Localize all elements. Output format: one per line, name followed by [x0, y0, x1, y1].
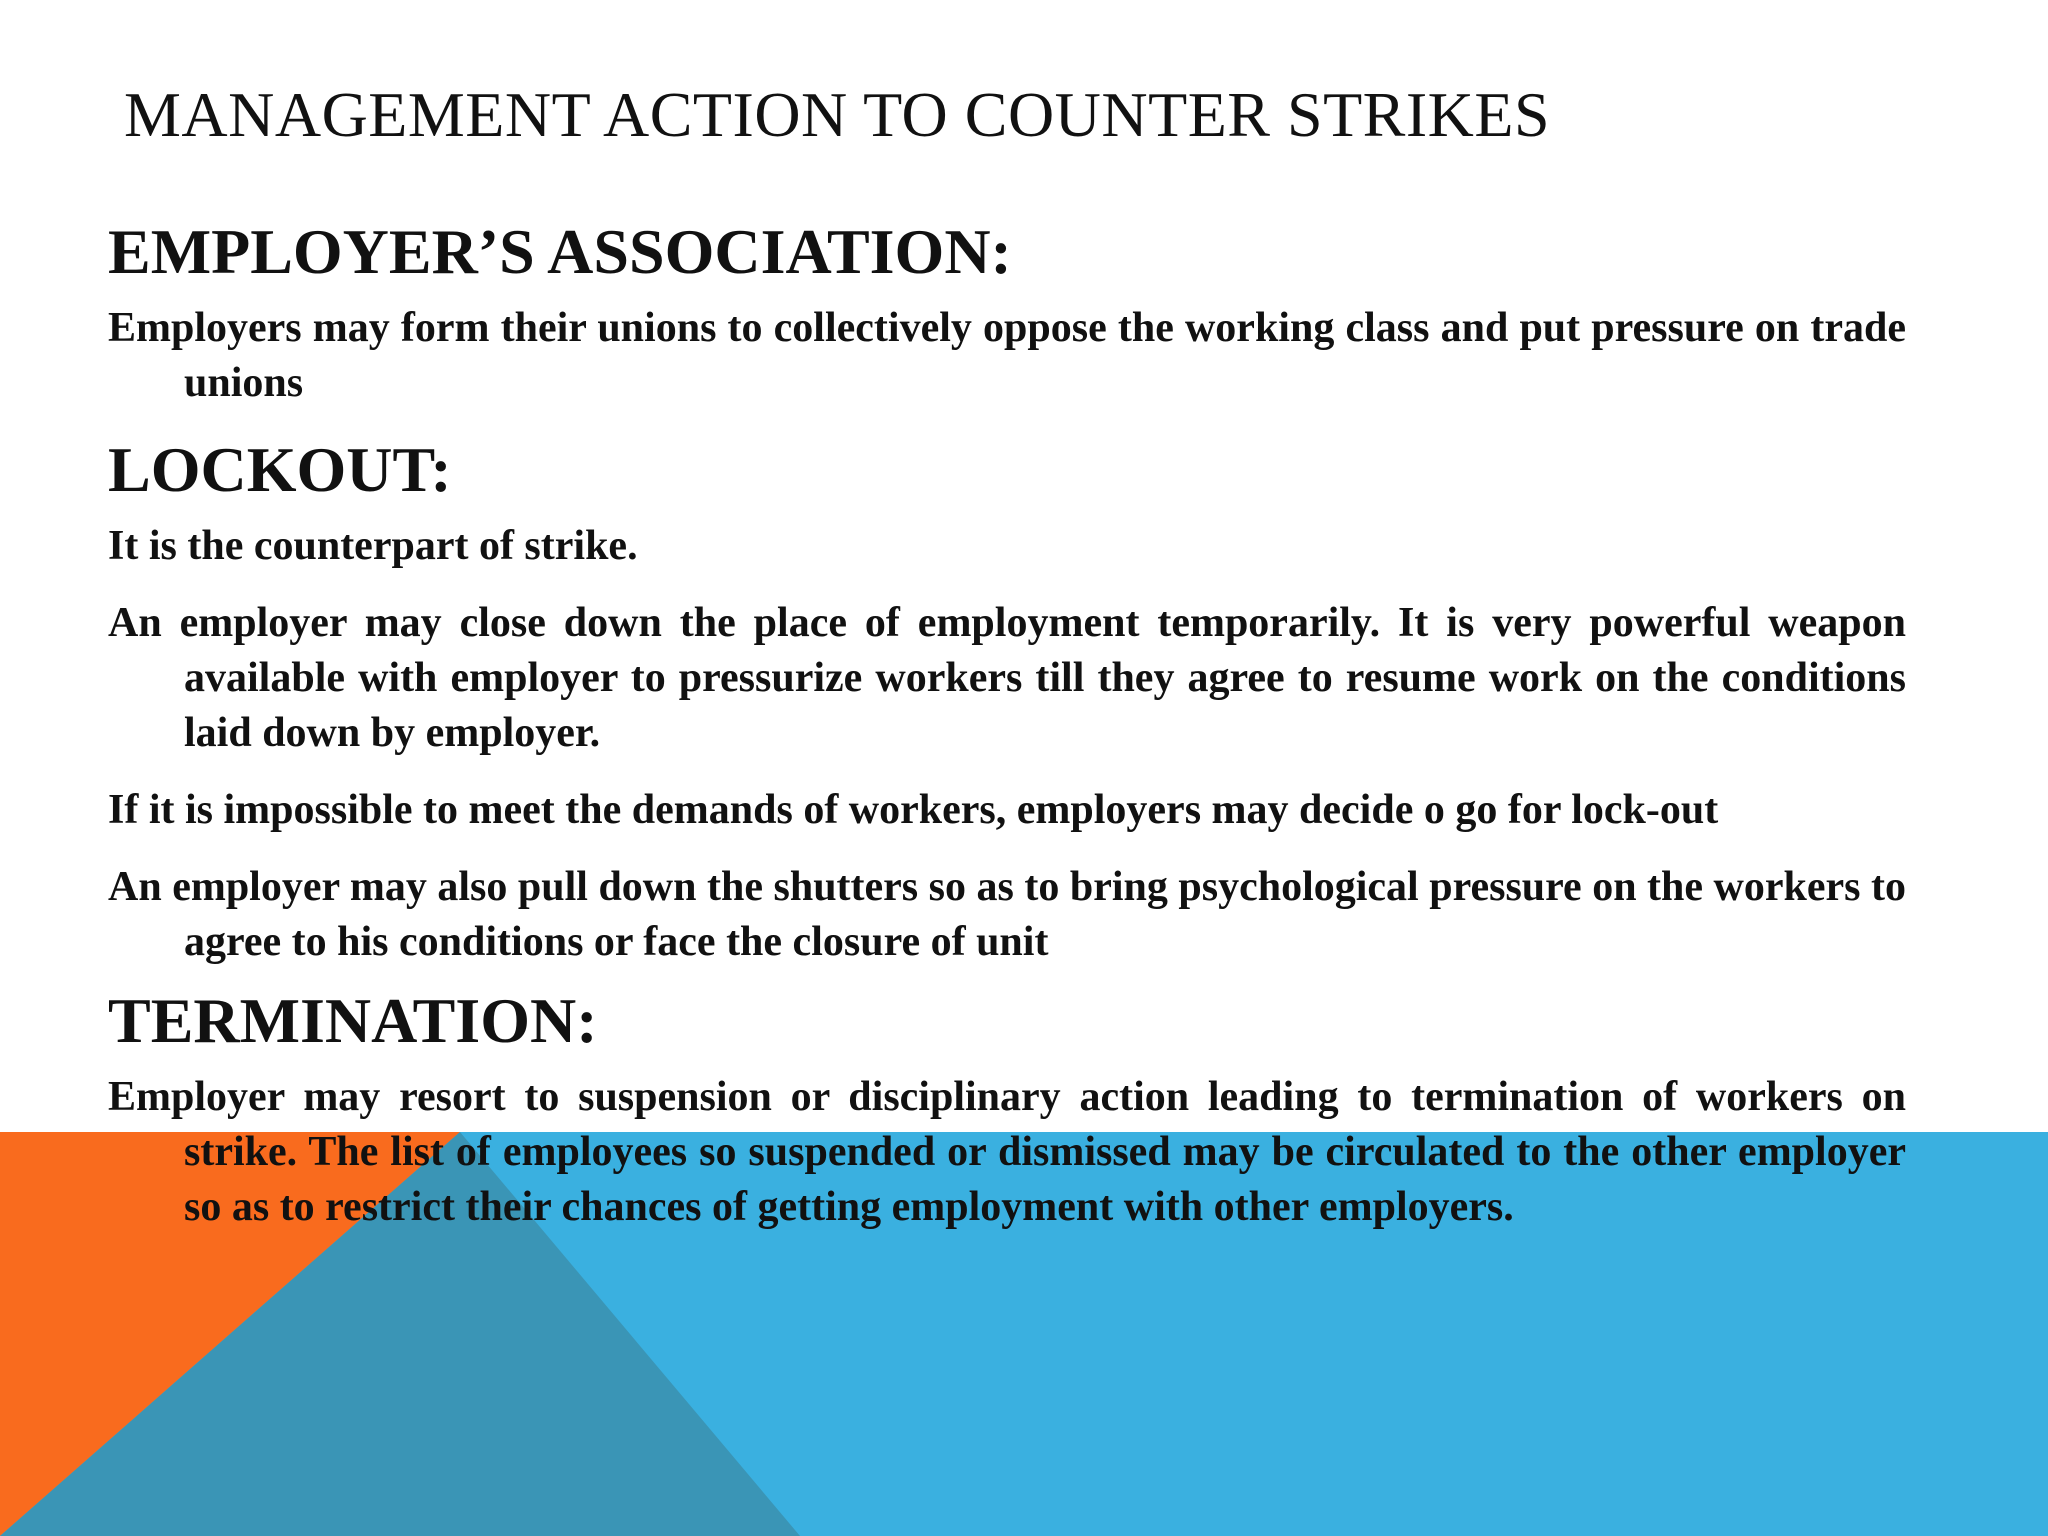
section-employers-association: [108, 215, 1906, 411]
paragraph: Employer may resort to suspension or disciplinary action leading to termination of workers on strike. The list of employees so suspended or dismissed may be circulated to the other employer so as to restrict their chances of getting employment with other employers.: [108, 1074, 1906, 1230]
paragraph: If it is impossible to meet the demands of workers, employers may decide o go for lock-out: [108, 787, 1719, 833]
paragraph: It is the counterpart of strike.: [108, 523, 638, 569]
paragraph: An employer may also pull down the shutters so as to bring psychological pressure on the workers to agree to his conditions or face the closure of unit: [108, 864, 1906, 965]
slide-body: [108, 215, 1906, 1257]
paragraph: Employers may form their unions to collectively oppose the working class and put pressure on trade unions: [108, 305, 1906, 406]
page-title: MANAGEMENT ACTION TO COUNTER STRIKES: [124, 79, 1551, 150]
section-heading-lockout: LOCKOUT:: [108, 434, 452, 505]
section-lockout: [108, 433, 1906, 970]
paragraph: An employer may close down the place of employment temporarily. It is very powerful weapon available with employer to pressurize workers till they agree to resume work on the conditions laid down by employer.: [108, 600, 1906, 756]
section-heading-employers-association: EMPLOYER’S ASSOCIATION:: [108, 216, 1012, 287]
section-termination: [108, 984, 1906, 1235]
section-heading-termination: TERMINATION:: [108, 985, 598, 1056]
